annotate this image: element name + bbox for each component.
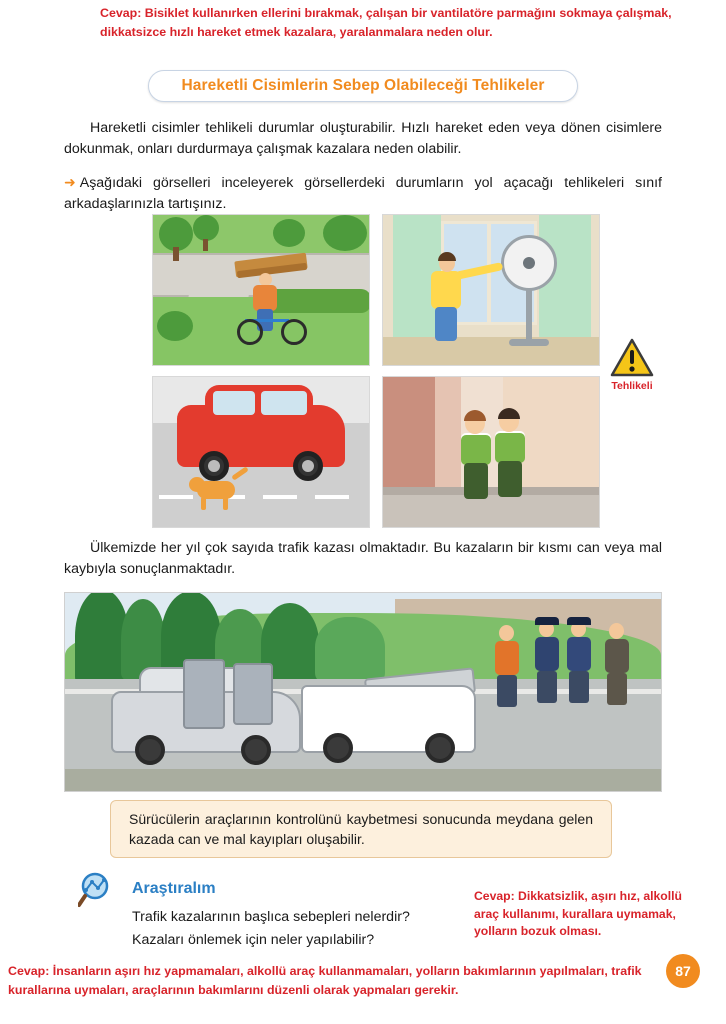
section-title: Hareketli Cisimlerin Sebep Olabileceği Tehlikeler [181, 77, 545, 94]
danger-sign [604, 338, 660, 392]
answer-top-text: Cevap: Bisiklet kullanırken ellerini bırakmak, çalışan bir vantilatöre parmağını sokmaya çalışmak, dikkatsizce hızlı hareket etmek kazalara, yaralanmalara neden olur. [100, 6, 672, 39]
illustration-boys-corner [382, 376, 600, 528]
illustration-grid [152, 214, 600, 526]
illustration-fan [382, 214, 600, 366]
paragraph-1: Hareketli cisimler tehlikeli durumlar oluşturabilir. Hızlı hareket eden veya dönen cisimlere dokunmak, onları durdurmaya çalışmak kazalara neden olabilir. [64, 120, 662, 158]
illustration-car-cat [152, 376, 370, 528]
instruction-block [64, 172, 662, 215]
warning-triangle-icon [610, 338, 654, 378]
paragraph-2: Ülkemizde her yıl çok sayıda trafik kazası olmaktadır. Bu kazaların bir kısmı can veya mal kaybıyla sonuçlanmaktadır. [64, 540, 662, 578]
page-number: 87 [666, 954, 700, 988]
research-question-2: Kazaları önlemek için neler yapılabilir? [132, 931, 375, 948]
illustration-traffic-accident [64, 592, 662, 792]
answer-bottom-text: Cevap: İnsanların aşırı hız yapmamaları, alkollü araç kullanmamaları, yolların bakımlarının yapılmaları, trafik kurallarına uymaları, araçlarının bakımlarını düzenli olarak yapmaları gerekir. [8, 964, 642, 997]
research-question-1: Trafik kazalarının başlıca sebepleri nelerdir? [132, 909, 410, 925]
answer-right-text: Cevap: Dikkatsizlik, aşırı hız, alkollü araç kullanımı, kurallara uymamak, yolların bozuk olması. [474, 889, 682, 939]
instruction-text: Aşağıdaki görselleri inceleyerek görsellerdeki durumların yol açacağı tehlikeleri sınıf arkadaşlarınızla tartışınız. [64, 175, 662, 213]
danger-label: Tehlikeli [611, 380, 653, 392]
caption-box [110, 800, 612, 858]
research-title: Araştıralım [132, 880, 216, 897]
illustration-bicycle [152, 214, 370, 366]
research-questions [132, 906, 462, 951]
arrow-right-icon: ➜ [64, 174, 76, 190]
section-title-pill [148, 70, 578, 102]
magnifier-icon [78, 872, 124, 913]
caption-text: Sürücülerin araçlarının kontrolünü kaybetmesi sonucunda meydana gelen kazada can ve mal kayıpları oluşabilir. [129, 810, 593, 847]
